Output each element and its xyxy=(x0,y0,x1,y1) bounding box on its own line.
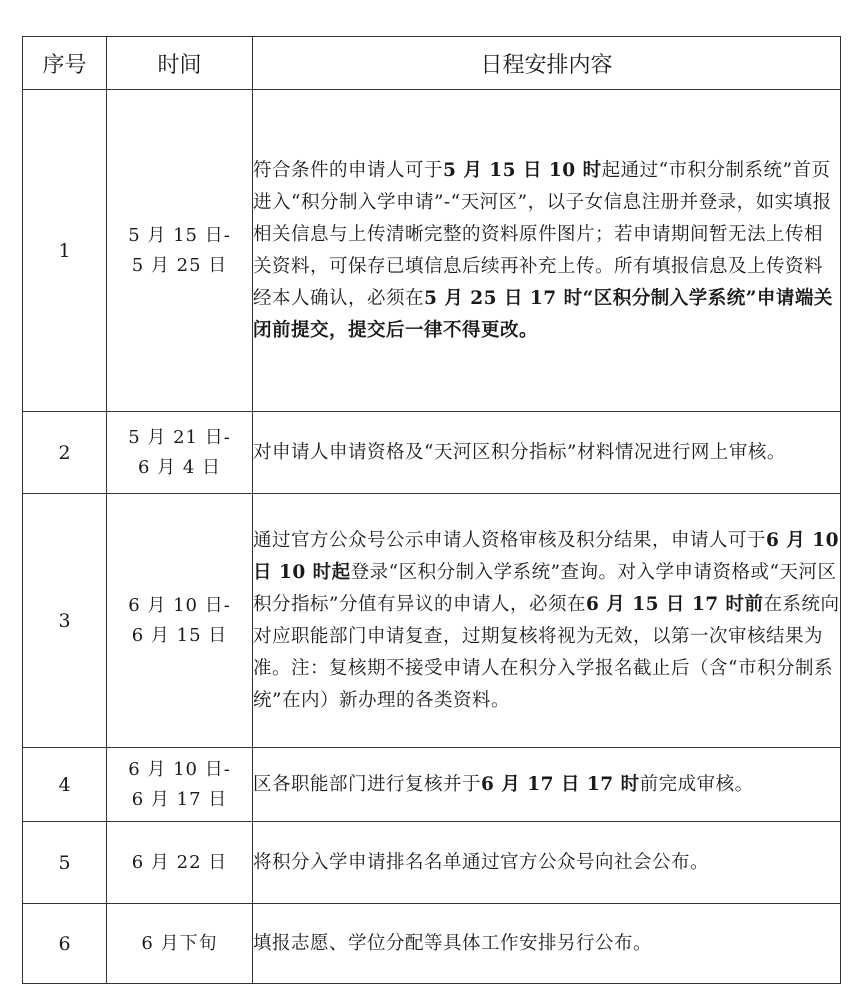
content-text: 在系统向对应职能部门申请复查，过期复核将视为无效，以第一次审核结果为准。注：复核期不接受申请人在积分入学报名截止后（含“市积分制系统”在内）新办理的各类资料。 xyxy=(253,593,840,711)
content-text: 前完成审核。 xyxy=(639,773,754,795)
row-number: 1 xyxy=(23,90,107,412)
row-content xyxy=(253,822,841,904)
content-text: 符合条件的申请人可于 xyxy=(253,159,444,181)
header-content: 日程安排内容 xyxy=(253,37,841,90)
time-line: 6 月下旬 xyxy=(141,932,218,954)
schedule-table xyxy=(22,36,841,984)
row-time xyxy=(107,748,253,822)
time-line: 5 月 25 日 xyxy=(131,254,228,276)
header-time: 时间 xyxy=(107,37,253,90)
table-row xyxy=(23,494,841,748)
time-line: 6 月 10 日- xyxy=(128,758,231,780)
row-content xyxy=(253,90,841,412)
row-content xyxy=(253,494,841,748)
time-line: 6 月 10 日- xyxy=(128,594,231,616)
table-row xyxy=(23,904,841,984)
row-number: 4 xyxy=(23,748,107,822)
time-line: 6 月 4 日 xyxy=(137,456,222,478)
content-text: 区各职能部门进行复核并于 xyxy=(253,773,482,795)
content-emphasis: 6 月 15 日 17 时前 xyxy=(585,593,764,615)
row-time xyxy=(107,494,253,748)
table-row xyxy=(23,748,841,822)
row-number: 5 xyxy=(23,822,107,904)
header-seq: 序号 xyxy=(23,37,107,90)
row-time xyxy=(107,822,253,904)
table-row xyxy=(23,90,841,412)
table-row xyxy=(23,822,841,904)
time-line: 5 月 15 日- xyxy=(128,224,231,246)
content-text: 登录“区积分制入学系统”查询。对入学申请资格或“天河区积分指标”分值有异议的申请人，必须在 xyxy=(253,561,837,615)
table-row xyxy=(23,412,841,494)
row-content xyxy=(253,904,841,984)
content-text: 填报志愿、学位分配等具体工作安排另行公布。 xyxy=(253,932,653,954)
time-line: 6 月 17 日 xyxy=(131,788,228,810)
row-time xyxy=(107,90,253,412)
content-emphasis: 5 月 15 日 10 时 xyxy=(443,159,602,181)
row-time xyxy=(107,412,253,494)
row-number: 3 xyxy=(23,494,107,748)
time-line: 6 月 15 日 xyxy=(131,624,228,646)
content-emphasis: 6 月 10 日 10 时起 xyxy=(253,529,840,583)
content-text: 对申请人申请资格及“天河区积分指标”材料情况进行网上审核。 xyxy=(253,441,786,463)
header-row xyxy=(23,37,841,90)
time-line: 6 月 22 日 xyxy=(131,851,228,873)
content-emphasis: 6 月 17 日 17 时 xyxy=(481,773,640,795)
content-text: 通过官方公众号公示申请人资格审核及积分结果，申请人可于 xyxy=(253,529,767,551)
time-line: 5 月 21 日- xyxy=(128,426,231,448)
content-emphasis: 5 月 25 日 17 时“区积分制入学系统”申请端关闭前提交，提交后一律不得更改。 xyxy=(253,287,833,341)
content-text: 将积分入学申请排名名单通过官方公众号向社会公布。 xyxy=(253,851,710,873)
row-content xyxy=(253,412,841,494)
row-number: 2 xyxy=(23,412,107,494)
content-text: 起通过“市积分制系统”首页进入“积分制入学申请”-“天河区”，以子女信息注册并登录，如实填报相关信息与上传清晰完整的资料原件图片；若申请期间暂无法上传相关资料，可保存已填信息后续再补充上传。所有填报信息及上传资料经本人确认，必须在 xyxy=(253,159,832,309)
row-time xyxy=(107,904,253,984)
row-number: 6 xyxy=(23,904,107,984)
row-content xyxy=(253,748,841,822)
